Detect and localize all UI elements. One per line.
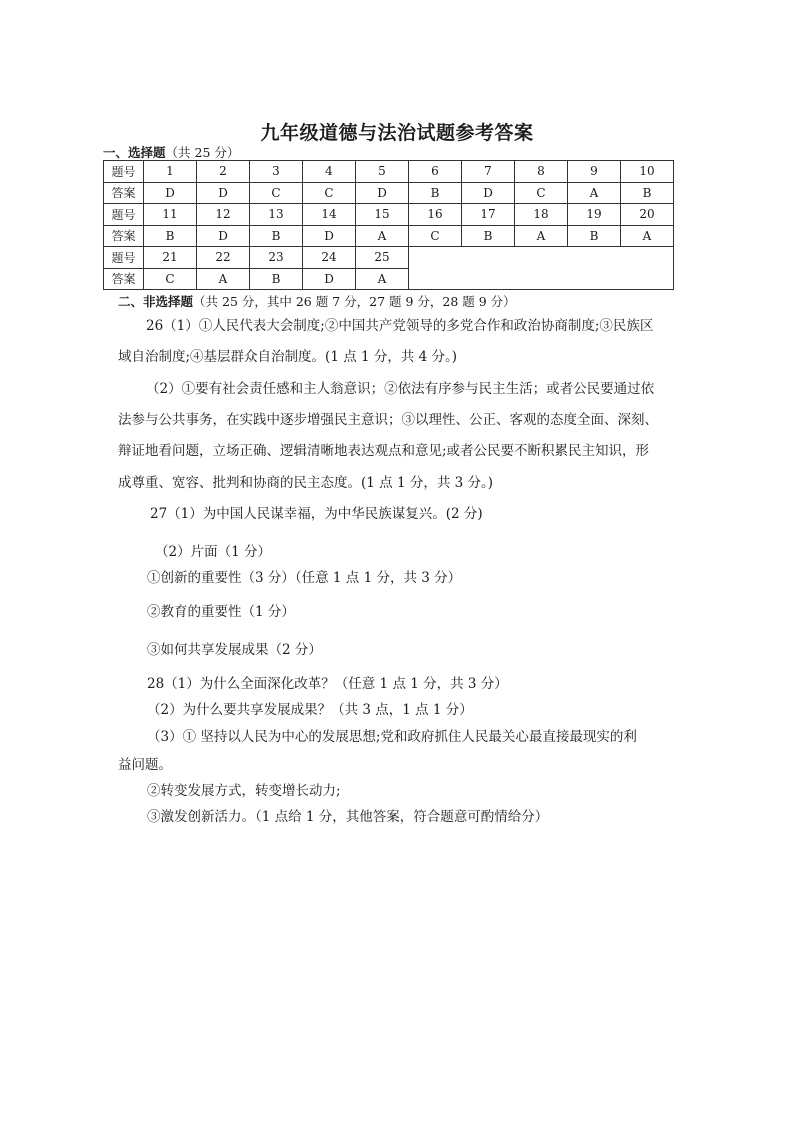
answer-value: D: [197, 182, 250, 204]
answer-value: B: [144, 225, 197, 247]
question-number: 16: [409, 204, 462, 226]
table-row: [104, 204, 674, 226]
answer-line: 27（1）为中国人民谋幸福，为中华民族谋复兴。(2 分): [150, 506, 483, 522]
answer-value: B: [250, 225, 303, 247]
question-number: 19: [568, 204, 621, 226]
answer-value: B: [462, 225, 515, 247]
question-number: 4: [303, 161, 356, 183]
section-heading-choice: [103, 143, 239, 161]
answer-value: D: [356, 182, 409, 204]
answer-line: 辩证地看问题，立场正确、逻辑清晰地表达观点和意见;或者公民要不断积累民主知识，形: [118, 443, 650, 459]
section-heading-note: （共 25 分）: [165, 145, 240, 160]
answer-value: C: [144, 268, 197, 290]
question-number: 23: [250, 247, 303, 269]
answer-value: C: [303, 182, 356, 204]
answer-value: B: [568, 225, 621, 247]
question-number: 18: [515, 204, 568, 226]
answer-value: B: [250, 268, 303, 290]
question-number: 20: [621, 204, 674, 226]
question-number: 10: [621, 161, 674, 183]
question-number: 13: [250, 204, 303, 226]
question-number: 17: [462, 204, 515, 226]
question-number: 2: [197, 161, 250, 183]
table-row: [104, 225, 674, 247]
answer-table: [103, 160, 674, 290]
table-row: [104, 161, 674, 183]
answer-line: ①创新的重要性（3 分）（任意 1 点 1 分，共 3 分）: [147, 570, 462, 586]
question-number: 11: [144, 204, 197, 226]
question-number: 8: [515, 161, 568, 183]
answer-value: C: [515, 182, 568, 204]
answer-value: A: [356, 225, 409, 247]
answer-line: （3）① 坚持以人民为中心的发展思想;党和政府抓住人民最关心最直接最现实的利: [147, 729, 637, 745]
answer-line: 26（1）①人民代表大会制度;②中国共产党领导的多党合作和政治协商制度;③民族区: [146, 318, 654, 334]
answer-line: ②转变发展方式，转变增长动力;: [147, 783, 341, 799]
answer-value: B: [409, 182, 462, 204]
answer-line: ②教育的重要性（1 分）: [147, 604, 295, 620]
answer-label: 答案: [104, 225, 144, 247]
section-heading-label: 二、非选择题: [118, 294, 194, 309]
question-number: 7: [462, 161, 515, 183]
question-number: 24: [303, 247, 356, 269]
question-number: 14: [303, 204, 356, 226]
table-row: [104, 247, 674, 269]
question-number-label: 题号: [104, 161, 144, 183]
answer-value: C: [409, 225, 462, 247]
question-number: 5: [356, 161, 409, 183]
answer-value: A: [568, 182, 621, 204]
question-number: 21: [144, 247, 197, 269]
answer-line: 益问题。: [118, 757, 172, 773]
answer-value: C: [250, 182, 303, 204]
answer-line: 法参与公共事务，在实践中逐步增强民主意识；③以理性、公正、客观的态度全面、深刻、: [118, 412, 658, 428]
question-number: 12: [197, 204, 250, 226]
empty-cell: [409, 247, 674, 290]
question-number-label: 题号: [104, 247, 144, 269]
answer-line: 域自治制度;④基层群众自治制度。(1 点 1 分，共 4 分。): [118, 349, 458, 365]
answer-line: （2）①要有社会责任感和主人翁意识；②依法有序参与民主生活；或者公民要通过依: [146, 381, 655, 397]
question-number: 1: [144, 161, 197, 183]
answer-line: 成尊重、宽容、批判和协商的民主态度。(1 点 1 分，共 3 分。): [118, 475, 494, 491]
question-number: 25: [356, 247, 409, 269]
table-row: [104, 182, 674, 204]
question-number: 15: [356, 204, 409, 226]
answer-value: A: [197, 268, 250, 290]
section-heading-non-choice: [118, 292, 516, 310]
answer-value: D: [144, 182, 197, 204]
answer-line: （2）片面（1 分）: [155, 544, 271, 560]
question-number: 9: [568, 161, 621, 183]
page-title: 九年级道德与法治试题参考答案: [260, 122, 534, 144]
answer-value: D: [303, 268, 356, 290]
question-number: 22: [197, 247, 250, 269]
section-heading-note: （共 25 分，其中 26 题 7 分，27 题 9 分，28 题 9 分）: [193, 294, 516, 309]
answer-value: A: [621, 225, 674, 247]
question-number: 3: [250, 161, 303, 183]
answer-value: D: [462, 182, 515, 204]
answer-value: D: [197, 225, 250, 247]
answer-line: ③激发创新活力。（1 点给 1 分，其他答案，符合题意可酌情给分）: [147, 809, 549, 825]
answer-line: ③如何共享发展成果（2 分）: [147, 642, 322, 658]
answer-label: 答案: [104, 182, 144, 204]
answer-value: D: [303, 225, 356, 247]
question-number: 6: [409, 161, 462, 183]
question-number-label: 题号: [104, 204, 144, 226]
answer-line: （2）为什么要共享发展成果？（共 3 点，1 点 1 分）: [147, 702, 473, 718]
answer-value: A: [356, 268, 409, 290]
answer-value: A: [515, 225, 568, 247]
answer-label: 答案: [104, 268, 144, 290]
answer-line: 28（1）为什么全面深化改革？（任意 1 点 1 分，共 3 分）: [147, 676, 508, 692]
answer-value: B: [621, 182, 674, 204]
section-heading-label: 一、选择题: [103, 145, 166, 160]
